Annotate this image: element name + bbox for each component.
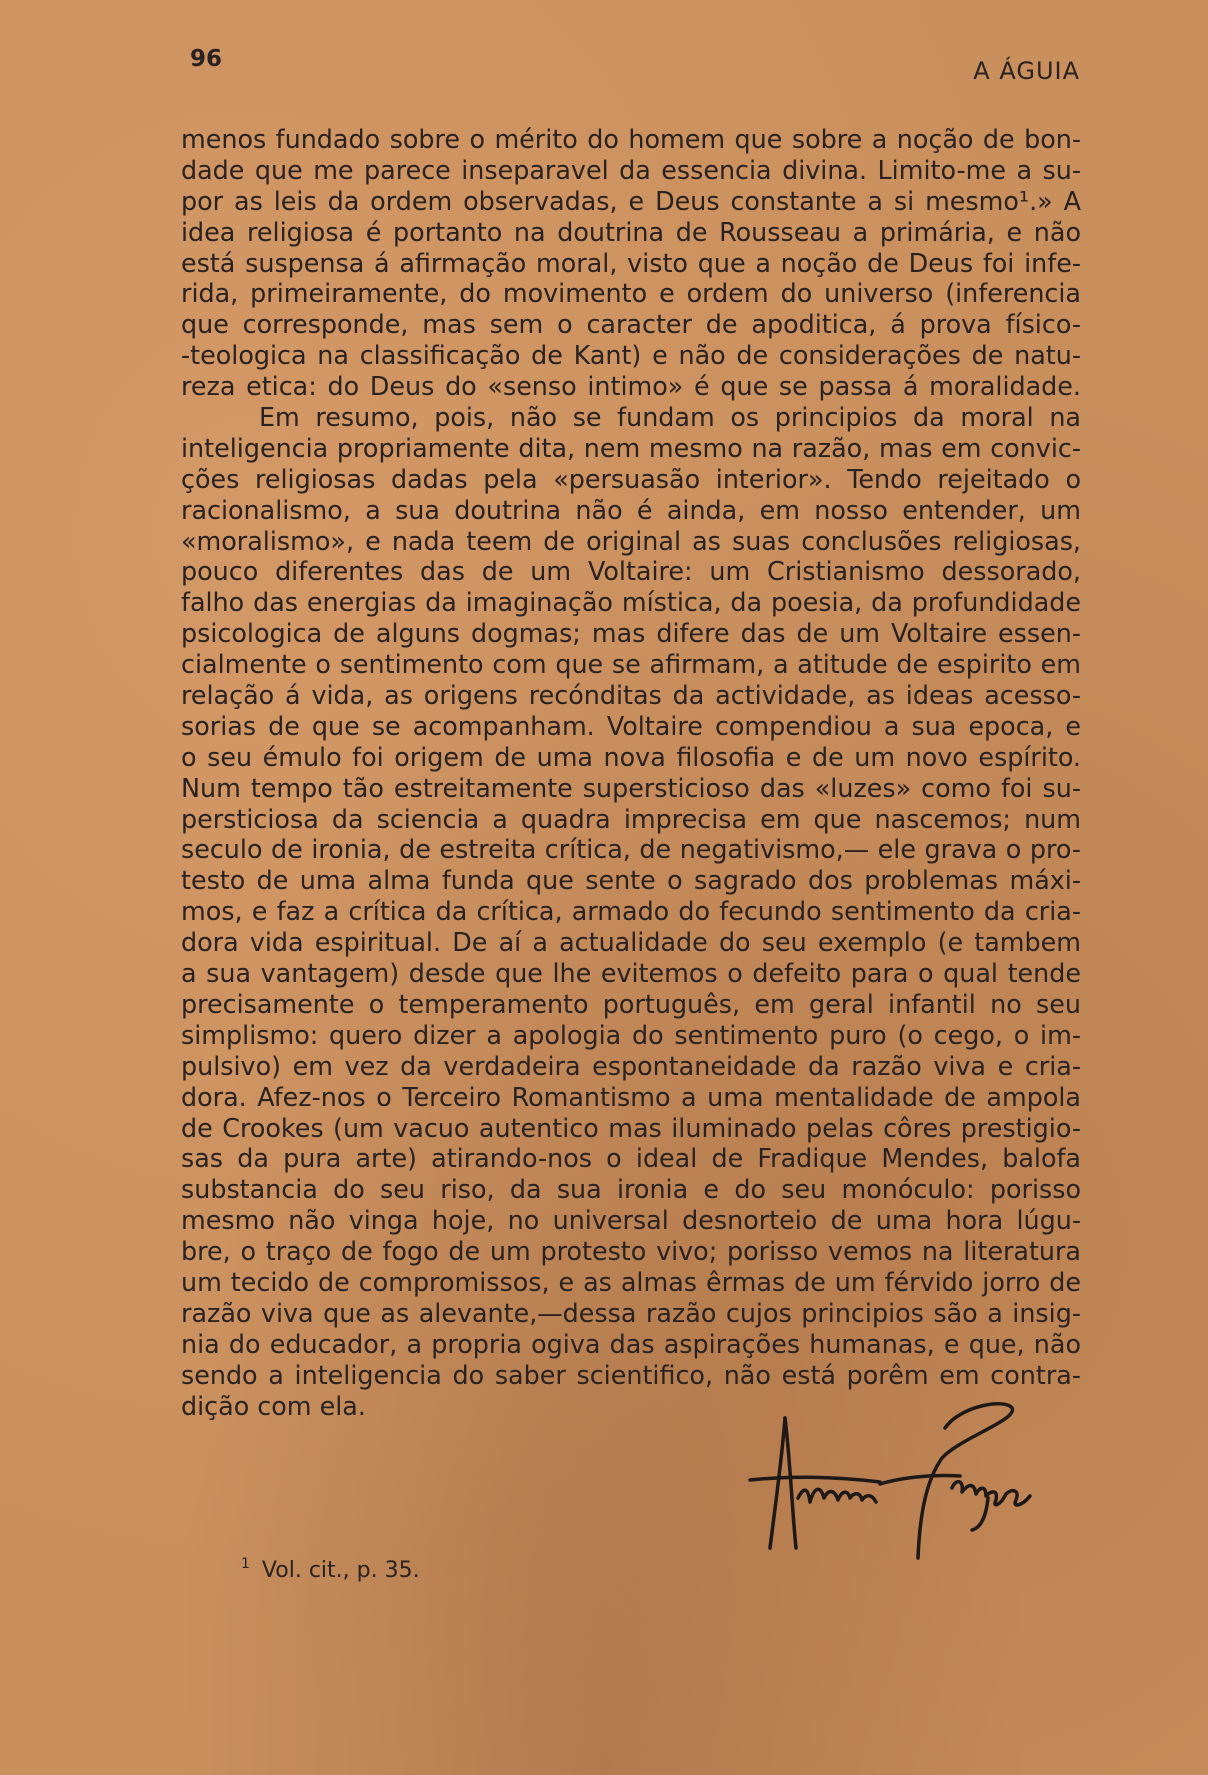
text-line: idea religiosa é portanto na doutrina de Rousseau a primária, e não: [181, 216, 1081, 247]
text-line: pulsivo) em vez da verdadeira espontaneidade da razão viva e cria-: [181, 1050, 1081, 1081]
text-line: razão viva que as alevante,—dessa razão cujos principios são a insig-: [181, 1297, 1081, 1328]
signature: [730, 1398, 1070, 1568]
footnote-text: Vol. cit., p. 35.: [261, 1558, 420, 1583]
text-line: simplismo: quero dizer a apologia do sentimento puro (o cego, o im-: [181, 1019, 1081, 1050]
text-line: seculo de ironia, de estreita crítica, de negativismo,— ele grava o pro-: [181, 834, 1081, 865]
text-line: mesmo não vinga hoje, no universal desnorteio de uma hora lúgu-: [181, 1205, 1081, 1236]
text-line: mos, e faz a crítica da crítica, armado do fecundo sentimento da cria-: [181, 896, 1081, 927]
text-line: racionalismo, a sua doutrina não é ainda, em nosso entender, um: [181, 494, 1081, 525]
text-line: ções religiosas dadas pela «persuasão interior». Tendo rejeitado o: [181, 463, 1081, 494]
text-line: dição com ela.: [181, 1390, 366, 1421]
text-line: relação á vida, as origens recónditas da actividade, as ideas acesso-: [181, 680, 1081, 711]
text-line: -teologica na classificação de Kant) e não de considerações de natu-: [181, 340, 1081, 371]
text-line: a sua vantagem) desde que lhe evitemos o defeito para o qual tende: [181, 958, 1081, 989]
page-header: [190, 46, 1080, 86]
text-line: falho das energias da imaginação mística, da poesia, da profundidade: [181, 587, 1081, 618]
text-line: dora vida espiritual. De aí a actualidade do seu exemplo (e tambem: [181, 927, 1081, 958]
text-line: bre, o traço de fogo de um protesto vivo; porisso vemos na literatura: [181, 1236, 1081, 1267]
text-line: sorias de que se acompanham. Voltaire compendiou a sua epoca, e: [181, 710, 1081, 741]
text-line: Num tempo tão estreitamente supersticioso das «luzes» como foi su-: [181, 772, 1081, 803]
signature-image: [730, 1398, 1070, 1568]
text-line: pouco diferentes das de um Voltaire: um Cristianismo dessorado,: [181, 556, 1081, 587]
text-line: dora. Afez-nos o Terceiro Romantismo a uma mentalidade de ampola: [181, 1081, 1081, 1112]
text-line: de Crookes (um vacuo autentico mas iluminado pelas côres prestigio-: [181, 1112, 1081, 1143]
text-line: Em resumo, pois, não se fundam os principios da moral na: [259, 402, 1081, 433]
text-line: dade que me parece inseparavel da essencia divina. Limito-me a su-: [181, 154, 1081, 185]
text-line: menos fundado sobre o mérito do homem que sobre a noção de bon-: [181, 124, 1081, 154]
text-line: um tecido de compromissos, e as almas êrmas de um férvido jorro de: [181, 1266, 1081, 1297]
text-line: substancia do seu riso, da sua ironia e do seu monóculo: porisso: [181, 1174, 1081, 1205]
text-line: «moralismo», e nada teem de original as suas conclusões religiosas,: [181, 525, 1081, 556]
text-line: inteligencia propriamente dita, nem mesmo na razão, mas em convic-: [181, 432, 1081, 463]
footnote: [241, 1558, 420, 1583]
page-number: 96: [190, 46, 223, 72]
text-line: o seu émulo foi origem de uma nova filosofia e de um novo espírito.: [181, 741, 1081, 772]
text-line: sas da pura arte) atirando-nos o ideal de Fradique Mendes, balofa: [181, 1143, 1081, 1174]
text-line: psicologica de alguns dogmas; mas difere das de um Voltaire essen-: [181, 618, 1081, 649]
text-line: rida, primeiramente, do movimento e ordem do universo (inferencia: [181, 278, 1081, 309]
text-line: por as leis da ordem observadas, e Deus constante a si mesmo¹.» A: [181, 185, 1081, 216]
body-text: [181, 124, 1081, 1421]
text-line: nia do educador, a propria ogiva das aspirações humanas, e que, não: [181, 1328, 1081, 1359]
journal-title: A ÁGUIA: [973, 57, 1080, 85]
text-line: reza etica: do Deus do «senso intimo» é que se passa á moralidade.: [181, 371, 1081, 402]
text-line: persticiosa da sciencia a quadra imprecisa em que nascemos; num: [181, 803, 1081, 834]
text-line: está suspensa á afirmação moral, visto que a noção de Deus foi infe-: [181, 247, 1081, 278]
text-line: sendo a inteligencia do saber scientifico, não está porêm em contra-: [181, 1359, 1081, 1390]
text-line: que corresponde, mas sem o caracter de apoditica, á prova físico-: [181, 309, 1081, 340]
footnote-marker: 1: [241, 1556, 250, 1572]
text-line: cialmente o sentimento com que se afirmam, a atitude de espirito em: [181, 649, 1081, 680]
text-line: precisamente o temperamento português, em geral infantil no seu: [181, 988, 1081, 1019]
text-line: testo de uma alma funda que sente o sagrado dos problemas máxi-: [181, 865, 1081, 896]
